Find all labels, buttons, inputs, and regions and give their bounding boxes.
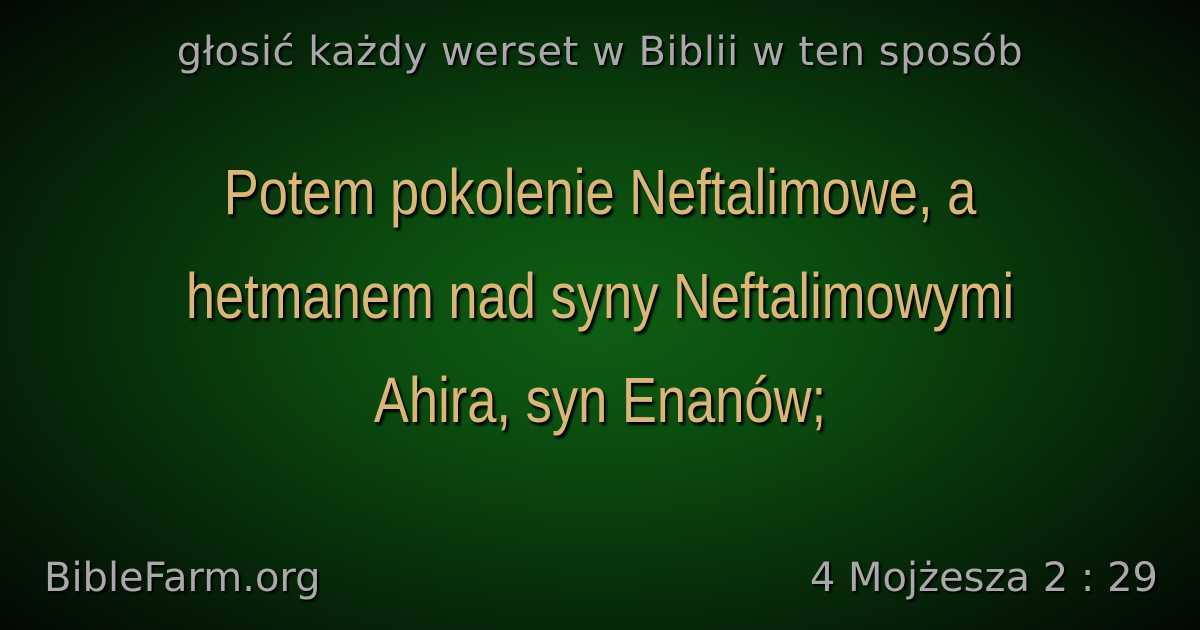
tagline: głosić każdy werset w Biblii w ten sposób [176,29,1024,75]
verse-text: Potem pokolenie Neftalimowe, a hetmanem nad syny Neftalimowymi Ahira, syn Enanów; [185,156,1015,436]
verse-reference: 4 Mojżesza 2 : 29 [809,555,1158,601]
site-name: BibleFarm.org [44,555,321,601]
